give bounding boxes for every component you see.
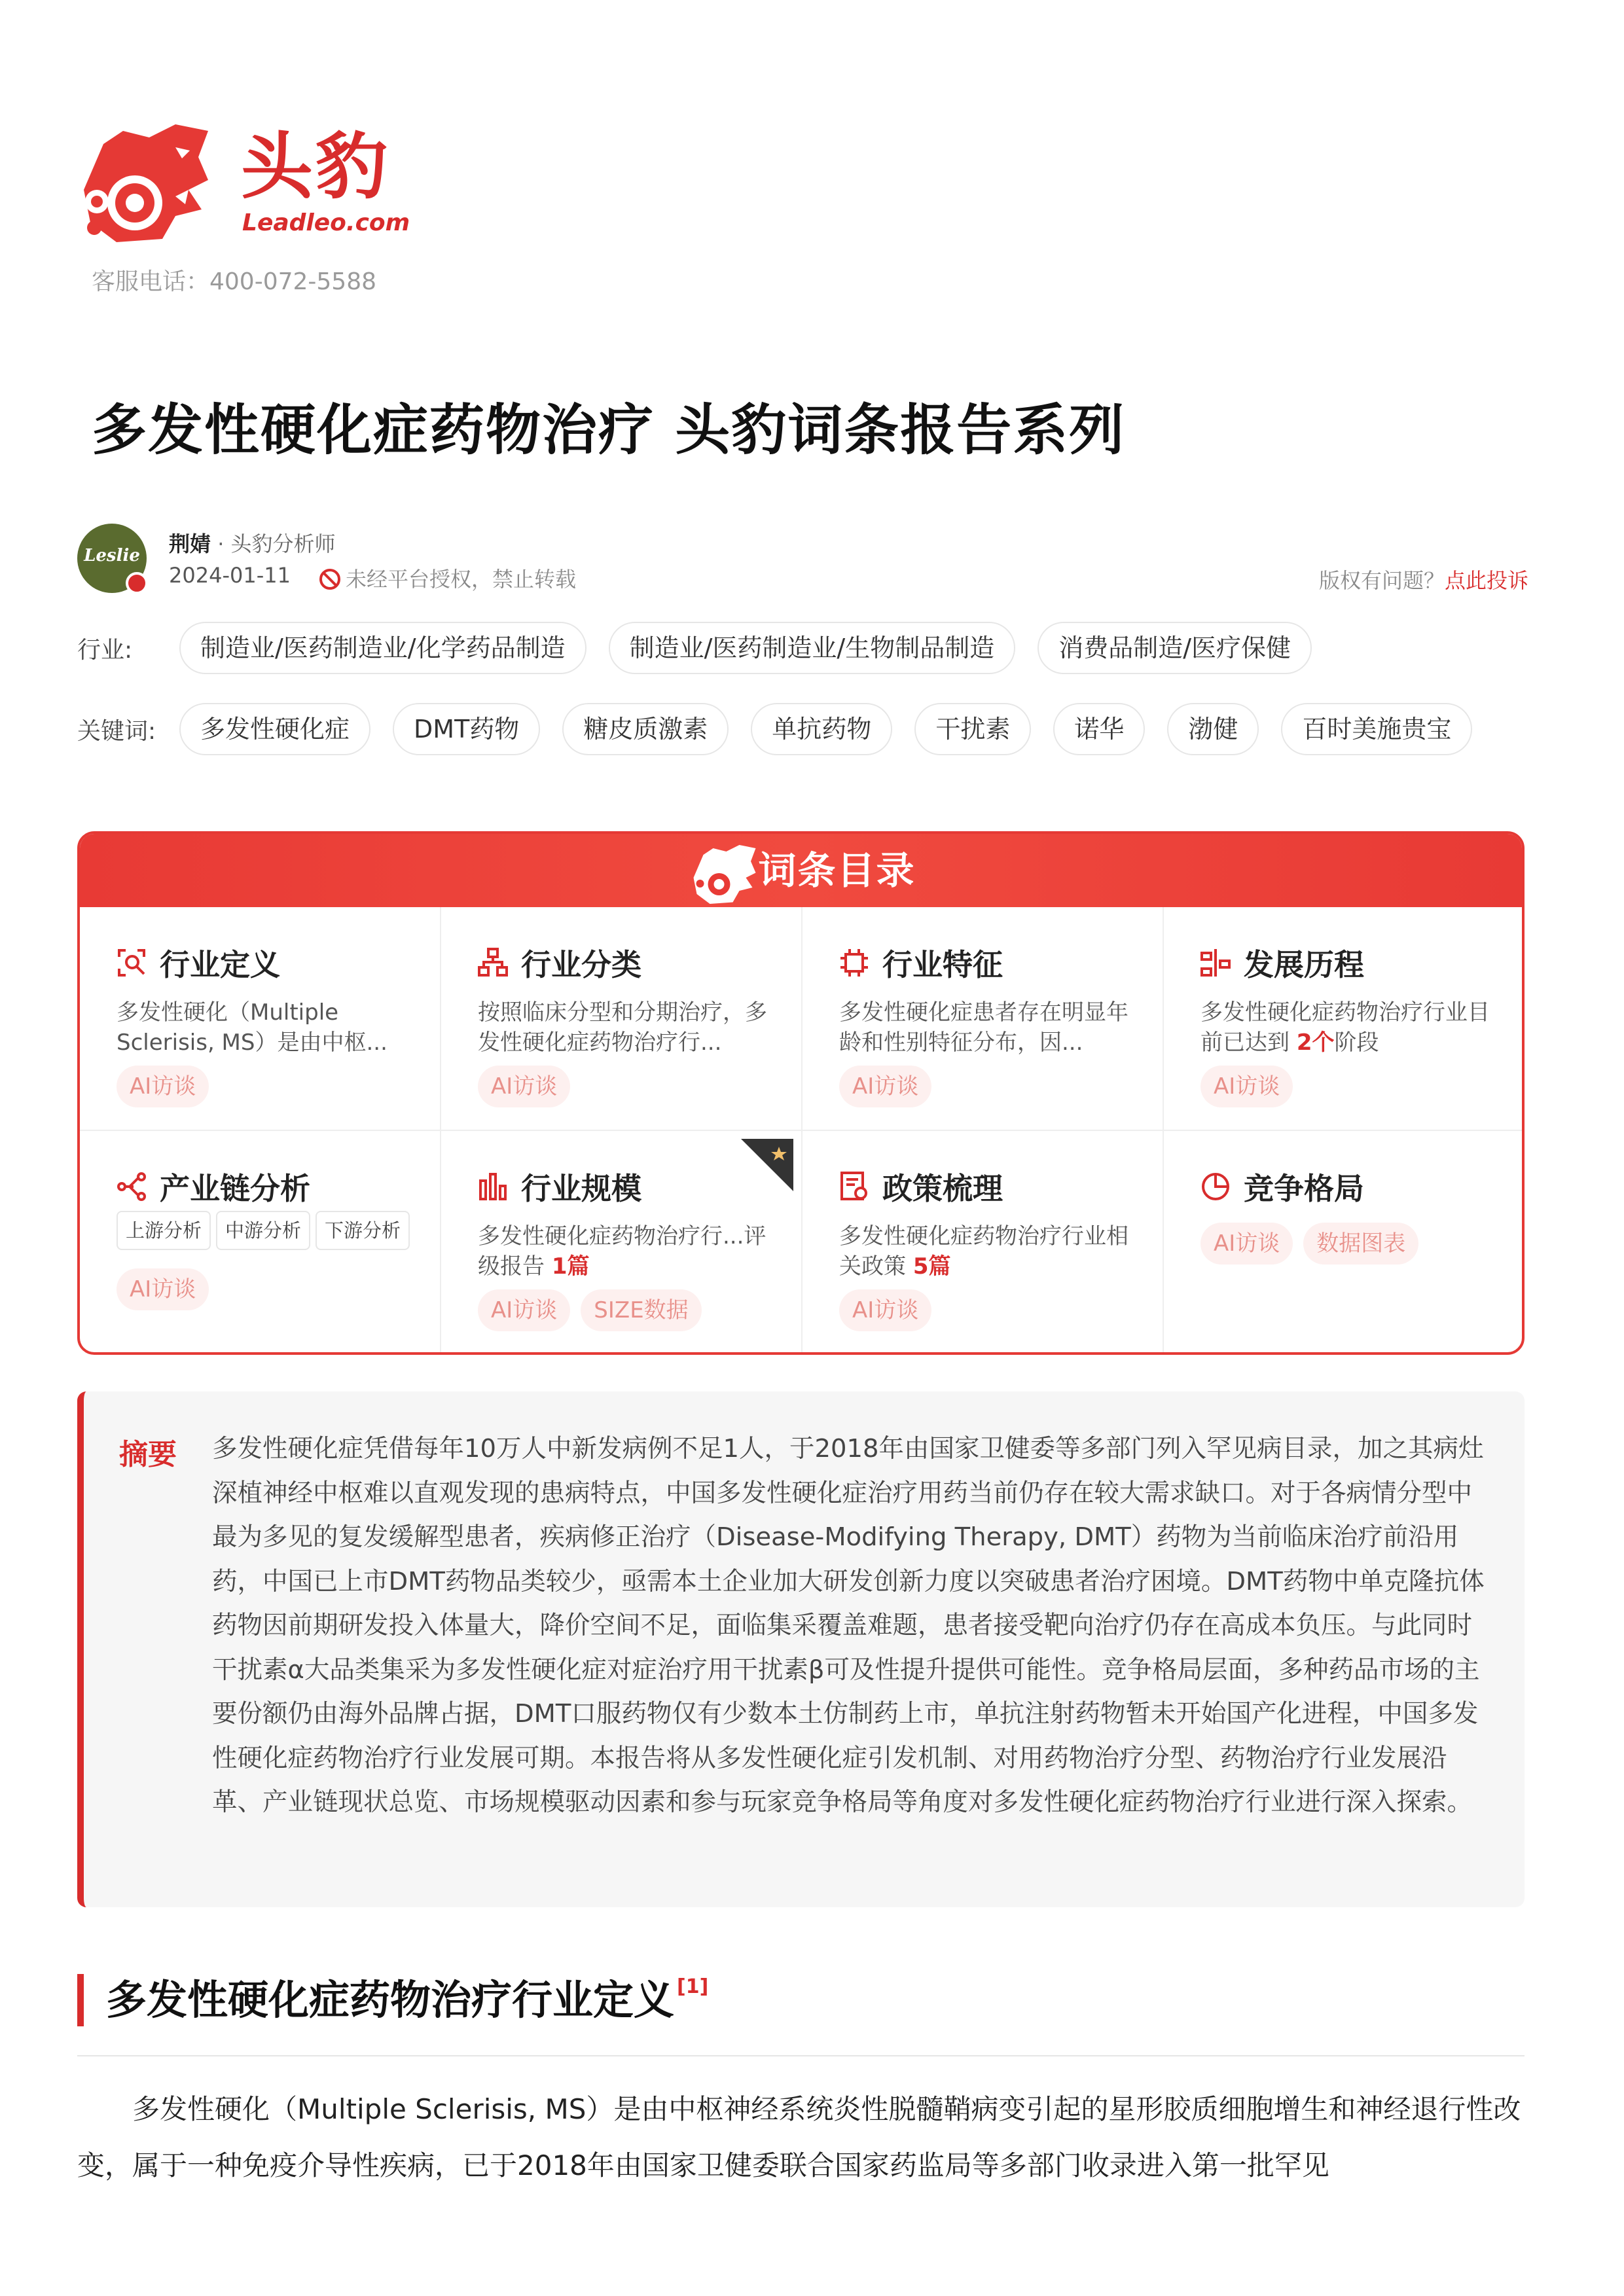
data-chart-button[interactable]: 数据图表	[1303, 1223, 1418, 1265]
ai-interview-button[interactable]: AI访谈	[117, 1066, 209, 1107]
bar-chart-icon	[478, 1172, 508, 1202]
keyword-tag[interactable]: 渤健	[1167, 703, 1259, 755]
catalog-item-desc	[839, 1221, 1134, 1282]
catalog-item-title: 行业定义	[160, 947, 280, 982]
brand-site[interactable]: Leadleo.com	[242, 209, 410, 236]
catalog-item-heading	[1200, 1165, 1525, 1208]
no-repost-text: 未经平台授权，禁止转载	[346, 567, 577, 592]
catalog-item-actions	[839, 1066, 942, 1107]
catalog-item-actions	[839, 1289, 942, 1331]
upstream-chip[interactable]: 上游分析	[117, 1211, 211, 1250]
chain-chips	[117, 1211, 415, 1250]
catalog-item-title: 发展历程	[1244, 947, 1364, 982]
catalog-header	[80, 834, 1522, 907]
catalog-item-desc	[1200, 997, 1495, 1058]
chain-icon	[117, 1172, 147, 1202]
brand-logo[interactable]	[77, 118, 410, 255]
industry-tags	[77, 622, 1334, 674]
industry-tag[interactable]: 制造业/医药制造业/生物制品制造	[609, 622, 1016, 674]
catalog-item-heading	[1200, 941, 1525, 984]
catalog-item-definition[interactable]	[80, 907, 441, 1131]
catalog-item-features[interactable]	[803, 907, 1164, 1131]
abstract-text: 多发性硬化症凭借每年10万人中新发病例不足1人，于2018年由国家卫健委等多部门列入罕见病目录，加之其病灶深植神经中枢难以直观发现的患病特点，中国多发性硬化症治疗用药当前仍存在较大需求缺口。对于各病情分型中最为多见的复发缓解型患者，疾病修正治疗（Disease-Modifying Therapy, DMT）药物为当前临床治疗前沿用药，中国已上市DMT药物品类较少，亟需本土企业加大研发创新力度以突破患者治疗困境。DMT药物中单克隆抗体药物因前期研发投入体量大，降价空间不足，面临集采覆盖难题，患者接受靶向治疗仍存在高成本负压。与此同时干扰素α大品类集采为多发性硬化症对症治疗用干扰素β可及性提升提供可能性。竞争格局层面，多种药品市场的主要份额仍由海外品牌占据，DMT口服药物仅有少数本土仿制药上市，单抗注射药物暂未开始国产化进程，中国多发性硬化症药物治疗行业发展可期。本报告将从多发性硬化症引发机制、对用药物治疗分型、药物治疗行业发展沿革、产业链现状总览、市场规模驱动因素和参与玩家竞争格局等角度对多发性硬化症药物治疗行业进行深入探索。	[212, 1434, 1485, 1817]
catalog-item-desc	[478, 1221, 772, 1282]
ai-interview-button[interactable]: AI访谈	[1200, 1223, 1293, 1265]
leopard-logo-icon	[77, 118, 215, 249]
star-badge-icon	[741, 1139, 793, 1191]
catalog-item-title: 竞争格局	[1244, 1171, 1364, 1206]
catalog-title: 词条目录	[758, 848, 916, 893]
stage-count: 2个	[1296, 1030, 1335, 1056]
catalog-item-heading	[117, 1165, 440, 1208]
pie-icon	[1200, 1172, 1231, 1202]
catalog-item-heading	[839, 941, 1163, 984]
catalog-item-title: 行业特征	[882, 947, 1003, 982]
catalog-item-desc: 多发性硬化症患者存在明显年龄和性别特征分布，因...	[839, 999, 1128, 1056]
downstream-chip[interactable]: 下游分析	[316, 1211, 410, 1250]
abstract-panel	[77, 1391, 1525, 1907]
keyword-tag[interactable]: 糖皮质激素	[562, 703, 729, 755]
catalog-item-industry-chain[interactable]	[80, 1131, 441, 1355]
ai-interview-button[interactable]: AI访谈	[478, 1066, 570, 1107]
catalog-item-desc-text: 多发性硬化症药物治疗行...评级报告	[478, 1223, 767, 1280]
catalog-item-actions	[478, 1289, 712, 1331]
publish-date: 2024-01-11	[169, 563, 291, 588]
catalog-item-title: 产业链分析	[160, 1171, 310, 1206]
catalog-item-heading	[478, 941, 801, 984]
catalog-item-heading	[117, 941, 440, 984]
catalog-item-scale[interactable]	[441, 1131, 803, 1355]
avatar[interactable]	[77, 524, 147, 593]
catalog-item-heading	[839, 1165, 1163, 1208]
catalog-item-desc-text: 多发性硬化症药物治疗行业目前已达到	[1200, 999, 1490, 1056]
catalog-item-title: 行业分类	[521, 947, 641, 982]
keyword-tag[interactable]: 百时美施贵宝	[1281, 703, 1472, 755]
catalog-item-desc: 按照临床分型和分期治疗，多发性硬化症药物治疗行...	[478, 999, 767, 1056]
avatar-text: Leslie	[84, 546, 140, 565]
hotline: 客服电话：400-072-5588	[92, 268, 377, 295]
abstract-label: 摘要	[119, 1438, 177, 1471]
catalog-panel	[77, 831, 1525, 1355]
report-link[interactable]: 点此投诉	[1444, 568, 1528, 593]
policy-count: 5篇	[912, 1253, 951, 1280]
section-divider	[77, 2055, 1525, 2056]
catalog-item-classification[interactable]	[441, 907, 803, 1131]
copyright-notice	[1319, 564, 1528, 594]
section-title	[77, 1974, 708, 2026]
copyright-question: 版权有问题？	[1318, 568, 1445, 593]
keyword-tag[interactable]: 干扰素	[914, 703, 1031, 755]
policy-icon	[839, 1172, 869, 1202]
chip-icon	[839, 948, 869, 978]
industry-label: 行业:	[77, 636, 133, 664]
author-line	[169, 528, 336, 558]
timeline-icon	[1200, 948, 1231, 978]
verified-badge	[126, 572, 148, 594]
ban-icon	[319, 569, 340, 590]
section-body: 多发性硬化（Multiple Sclerisis, MS）是由中枢神经系统炎性脱髓鞘病变引起的星形胶质细胞增生和神经退行性改变，属于一种免疫介导性疾病，已于2018年由国家卫健委联合国家药监局等多部门收录进入第一批罕见	[77, 2093, 1521, 2181]
keyword-tag[interactable]: 多发性硬化症	[179, 703, 370, 755]
section-title-text: 多发性硬化症药物治疗行业定义	[106, 1976, 675, 2024]
keyword-tag[interactable]: 诺华	[1053, 703, 1145, 755]
catalog-item-title: 政策梳理	[882, 1171, 1003, 1206]
size-data-button[interactable]: SIZE数据	[581, 1289, 701, 1331]
keyword-tag[interactable]: 单抗药物	[751, 703, 892, 755]
page-title: 多发性硬化症药物治疗 头豹词条报告系列	[92, 398, 1126, 462]
catalog-item-desc-suffix: 阶段	[1334, 1030, 1379, 1056]
catalog-item-desc-text: 多发性硬化症药物治疗行业相关政策	[839, 1223, 1128, 1280]
catalog-item-desc: 多发性硬化（Multiple Sclerisis, MS）是由中枢...	[117, 999, 388, 1056]
catalog-item-actions	[1200, 1223, 1429, 1265]
catalog-item-actions	[117, 1268, 219, 1310]
catalog-item-actions	[478, 1066, 581, 1107]
ai-interview-button[interactable]: AI访谈	[1200, 1066, 1293, 1107]
keyword-tags	[77, 703, 1494, 755]
midstream-chip[interactable]: 中游分析	[216, 1211, 310, 1250]
search-doc-icon	[117, 948, 147, 978]
catalog-item-actions	[117, 1066, 219, 1107]
keyword-label: 关键词:	[77, 717, 156, 745]
catalog-item-competition[interactable]	[1164, 1131, 1525, 1355]
catalog-item-title: 行业规模	[521, 1171, 641, 1206]
ai-interview-button[interactable]: AI访谈	[839, 1066, 931, 1107]
brand-name: 头豹	[241, 125, 390, 209]
catalog-grid	[80, 907, 1522, 1355]
ai-interview-button[interactable]: AI访谈	[117, 1268, 209, 1310]
no-repost-notice	[319, 563, 576, 593]
catalog-item-policy[interactable]	[803, 1131, 1164, 1355]
hierarchy-icon	[478, 948, 508, 978]
author-role: · 头豹分析师	[211, 531, 336, 556]
industry-tag[interactable]: 消费品制造/医疗保健	[1038, 622, 1312, 674]
catalog-item-actions	[1200, 1066, 1303, 1107]
ai-interview-button[interactable]: AI访谈	[839, 1289, 931, 1331]
footnote-ref[interactable]: [1]	[677, 1975, 709, 1998]
industry-tag[interactable]: 制造业/医药制造业/化学药品制造	[179, 622, 586, 674]
keyword-tag[interactable]: DMT药物	[393, 703, 540, 755]
catalog-item-history[interactable]	[1164, 907, 1525, 1131]
ai-interview-button[interactable]: AI访谈	[478, 1289, 570, 1331]
author-name[interactable]: 荆婧	[169, 531, 211, 556]
report-count: 1篇	[551, 1253, 590, 1280]
